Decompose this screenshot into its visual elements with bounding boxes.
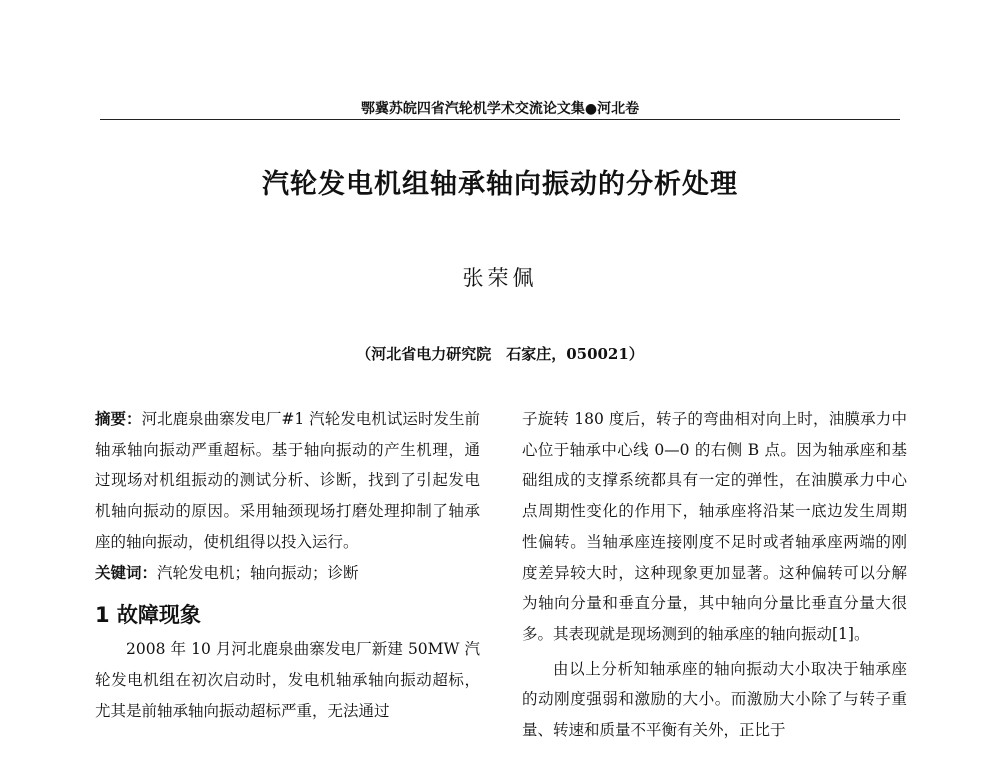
running-header: 鄂冀苏皖四省汽轮机学术交流论文集●河北卷 [360,101,640,117]
section1-paragraph: 2008 年 10 月河北鹿泉曲寨发电厂新建 50MW 汽轮发电机组在初次启动时，发电机轴承轴向振动超标，尤其是前轴承轴向振动超标严重，无法通过 [95,640,480,720]
abstract-label: 摘要： [95,410,142,428]
abstract-text: 河北鹿泉曲寨发电厂#1 汽轮发电机试运时发生前轴承轴向振动严重超标。基于轴向振动的产生机理，通过现场对机组振动的测试分析、诊断，找到了引起发电机轴向振动的原因。采用轴颈现场打磨处理抑制了轴承座的轴向振动，使机组得以投入运行。 [95,410,480,551]
right-column [522,404,907,746]
author-name: 张荣佩 [462,266,538,290]
header-rule [100,119,900,120]
keywords-text: 汽轮发电机；轴向振动；诊断 [157,563,359,582]
right-paragraph-2: 由以上分析知轴承座的轴向振动大小取决于轴承座的动刚度强弱和激励的大小。而激励大小除了与转子重量、转速和质量不平衡有关外，正比于 [522,659,907,740]
abstract [95,404,480,558]
left-column [95,404,480,726]
section-heading: 1 故障现象 [95,603,201,628]
affiliation: （河北省电力研究院 石家庄，050021） [356,345,644,363]
right-paragraph-1: 子旋转 180 度后，转子的弯曲相对向上时，油膜承力中心位于轴承中心线 0—0 的右侧 B 点。因为轴承座和基础组成的支撑系统都具有一定的弹性，在油膜承力中心点周期性变化的作用下，轴承座将沿某一底边发生周期性偏转。当轴承座连接刚度不足时或者轴承座两端的刚度差异较大时，这种现象更加显著。这种偏转可以分解为轴向分量和垂直分量，其中轴向分量比垂直分量大很多。其表现就是现场测到的轴承座的轴向振动[1]。 [522,410,907,643]
keywords [95,558,480,589]
paper-title: 汽轮发电机组轴承轴向振动的分析处理 [262,169,738,200]
keywords-label: 关键词： [95,563,158,582]
